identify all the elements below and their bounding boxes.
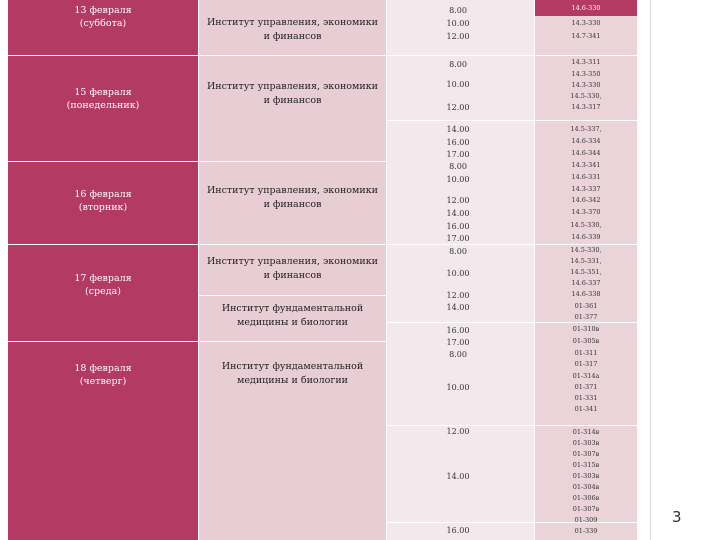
room-code: 01-309: [574, 516, 598, 524]
time-slot: 16.00: [446, 222, 470, 231]
room-code: 14.6-331: [571, 173, 601, 181]
room-code: 14.5-351,: [570, 268, 602, 276]
room-code: 01-311: [574, 349, 598, 357]
time-slot: 14.00: [446, 125, 470, 134]
room-code: 01-314в: [572, 428, 600, 436]
time-slot: 16.00: [446, 138, 470, 147]
room-code: 14.3-350: [571, 70, 601, 78]
room-code: 01-305в: [572, 337, 600, 345]
room-code: 14.6-334: [571, 137, 601, 145]
room-code: 01-304в: [572, 483, 600, 491]
day-weekday: (понедельник): [66, 100, 140, 111]
day-weekday: (среда): [85, 286, 121, 297]
room-code: 01-315в: [572, 461, 600, 469]
institute-cell: [199, 296, 386, 341]
room-code: 01-339: [574, 527, 598, 535]
room-code: 14.3-370: [571, 208, 601, 216]
slide-margin: [640, 0, 720, 540]
institute-name: Институт управления, экономики и финансов: [206, 81, 379, 106]
day-weekday: (четверг): [79, 376, 127, 387]
time-slot: 12.00: [446, 196, 470, 205]
day-weekday: (вторник): [78, 202, 128, 213]
room-code: 14.5-330,: [570, 221, 602, 229]
day-weekday: (суббота): [79, 18, 127, 29]
time-slot: 17.00: [446, 338, 470, 347]
time-slot: 8.00: [449, 350, 467, 359]
room-code: 14.3-317: [571, 103, 601, 111]
day-cell: [8, 56, 198, 161]
room-code: 01-307в: [572, 505, 600, 513]
room-code: 14.3-337: [571, 185, 601, 193]
room-code: 14.6-338: [571, 290, 601, 298]
institute-name: Институт управления, экономики и финансов: [206, 185, 379, 210]
institute-cell: [199, 162, 386, 244]
time-slot: 8.00: [449, 247, 467, 256]
room-code: 14.5-337,: [570, 125, 602, 133]
day-cell: [8, 245, 198, 341]
institute-cell: [199, 245, 386, 295]
time-slot: 10.00: [446, 19, 470, 28]
institute-cell: [199, 0, 386, 55]
time-slot: 16.00: [446, 326, 470, 335]
room-code: 14.6-337: [571, 279, 601, 287]
time-slot: 8.00: [449, 6, 467, 15]
time-slot: 14.00: [446, 303, 470, 312]
institute-name: Институт управления, экономики и финансов: [206, 256, 379, 281]
room-code: 14.3-311: [571, 58, 601, 66]
room-code: 14.3-330: [571, 81, 601, 89]
room-code: 14.6-344: [571, 149, 601, 157]
time-slot: 17.00: [446, 234, 470, 243]
day-date: 13 февраля: [74, 5, 132, 16]
room-code: 01-317: [574, 360, 598, 368]
row-divider: [387, 322, 637, 323]
room-code: 01-314а: [572, 372, 600, 380]
institute-cell: [199, 56, 386, 161]
row-divider: [387, 244, 637, 245]
day-date: 18 февраля: [74, 363, 132, 374]
day-cell: [8, 162, 198, 244]
day-date: 16 февраля: [74, 189, 132, 200]
room-code: 01-341: [574, 405, 598, 413]
room-code: 14.6-339: [571, 233, 601, 241]
time-slot: 12.00: [446, 32, 470, 41]
room-code: 14.6-330: [571, 4, 601, 12]
room-code: 14.3-330: [571, 19, 601, 27]
institute-name: Институт фундаментальной медицины и биологии: [221, 303, 364, 328]
day-date: 17 февраля: [74, 273, 132, 284]
time-slot: 10.00: [446, 383, 470, 392]
room-code: 01-331: [574, 394, 598, 402]
room-code: 14.6-342: [571, 196, 601, 204]
time-slot: 10.00: [446, 175, 470, 184]
institute-name: Институт управления, экономики и финансов: [206, 17, 379, 42]
room-code: 01-303в: [572, 439, 600, 447]
time-slot: 14.00: [446, 209, 470, 218]
room-code: 01-306в: [572, 494, 600, 502]
room-code: 01-310в: [572, 325, 600, 333]
time-slot: 16.00: [446, 526, 470, 535]
time-slot: 14.00: [446, 472, 470, 481]
time-slot: 8.00: [449, 162, 467, 171]
day-date: 15 февраля: [74, 87, 132, 98]
time-slot: 10.00: [446, 269, 470, 278]
time-slot: 12.00: [446, 291, 470, 300]
institute-name: Институт фундаментальной медицины и биологии: [221, 361, 364, 386]
institute-cell: [199, 342, 386, 540]
time-slot: 12.00: [446, 427, 470, 436]
time-slot: 17.00: [446, 150, 470, 159]
day-cell: [8, 342, 198, 540]
time-slot: 12.00: [446, 103, 470, 112]
room-code: 14.3-341: [571, 161, 601, 169]
room-code: 14.7-341: [571, 32, 601, 40]
room-code: 01-371: [574, 383, 598, 391]
room-code: 01-377: [574, 313, 598, 321]
room-code: 14.5-330,: [570, 246, 602, 254]
room-code: 14.5-330,: [570, 92, 602, 100]
room-code: 01-361: [574, 302, 598, 310]
row-divider: [387, 55, 637, 56]
room-code: 01-307в: [572, 450, 600, 458]
row-divider: [387, 425, 637, 426]
margin-line: [650, 0, 651, 540]
room-code: 01-303в: [572, 472, 600, 480]
time-slot: 10.00: [446, 80, 470, 89]
row-divider: [387, 120, 637, 121]
room-code: 14.5-331,: [570, 257, 602, 265]
day-cell: [8, 0, 198, 55]
page-number: 3: [672, 508, 682, 526]
time-slot: 8.00: [449, 60, 467, 69]
